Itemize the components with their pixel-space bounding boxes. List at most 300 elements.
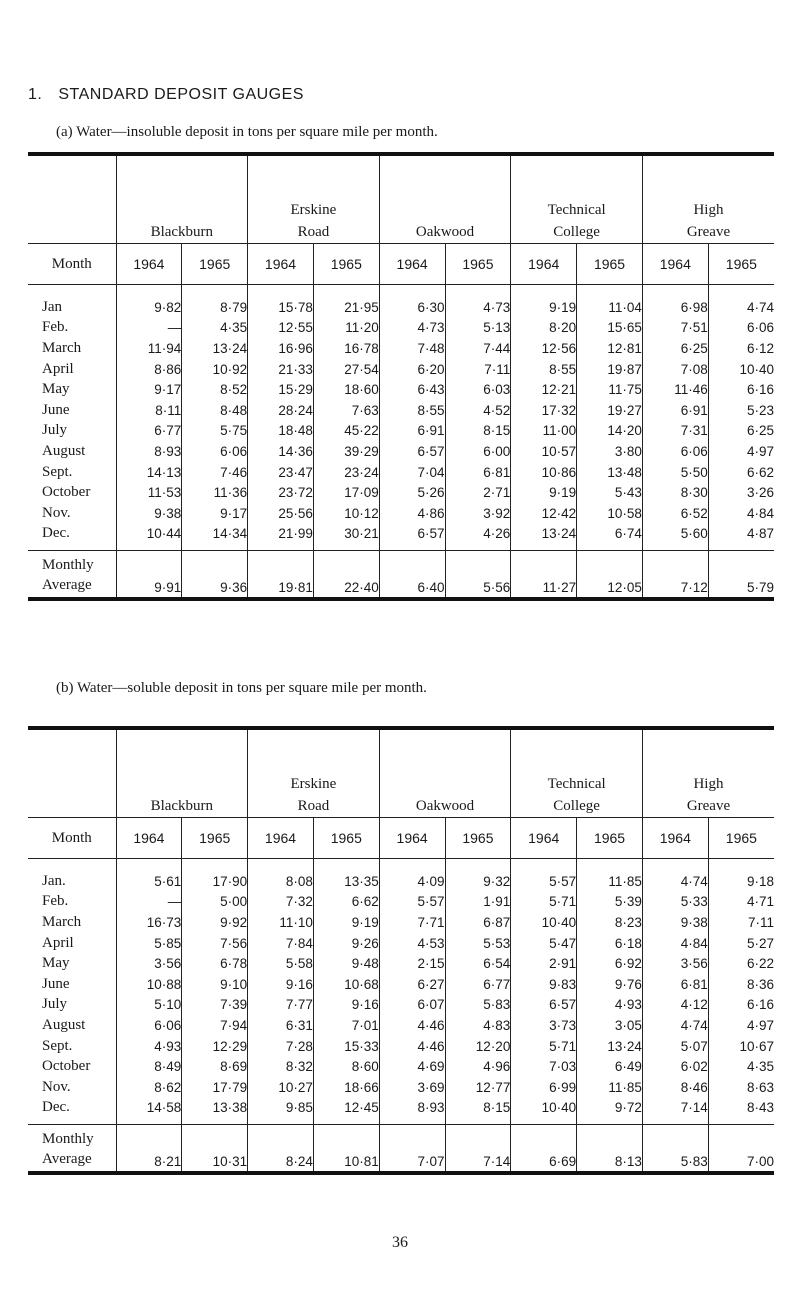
value-cell: 7·94 — [182, 1015, 248, 1036]
value-cell: 10·88 — [116, 974, 182, 995]
value-cell: 9·17 — [182, 503, 248, 524]
value-cell: 17·90 — [182, 859, 248, 892]
year-header: 1964 — [511, 818, 577, 859]
average-value-cell: 11·27 — [511, 551, 577, 600]
value-cell: 13·24 — [182, 338, 248, 359]
year-header: 1965 — [445, 818, 511, 859]
value-cell: 11·36 — [182, 482, 248, 503]
year-header: 1964 — [116, 244, 182, 285]
value-cell: 6·87 — [445, 912, 511, 933]
site-name-line: Road — [297, 798, 330, 814]
table-row — [28, 995, 774, 1016]
value-cell: 6·43 — [379, 379, 445, 400]
average-row — [28, 1125, 774, 1174]
value-cell: 7·03 — [511, 1056, 577, 1077]
value-cell: 14·58 — [116, 1098, 182, 1125]
value-cell: 8·60 — [313, 1056, 379, 1077]
value-cell: 10·12 — [313, 503, 379, 524]
value-cell: 4·97 — [708, 441, 774, 462]
value-cell: 2·15 — [379, 953, 445, 974]
value-cell: 6·77 — [445, 974, 511, 995]
site-name-line: Technical — [547, 202, 606, 218]
value-cell: 8·08 — [248, 859, 314, 892]
value-cell: 5·71 — [511, 892, 577, 913]
value-cell: — — [116, 892, 182, 913]
value-cell: 23·47 — [248, 462, 314, 483]
value-cell: 4·09 — [379, 859, 445, 892]
value-cell: 7·71 — [379, 912, 445, 933]
year-header: 1965 — [445, 244, 511, 285]
value-cell: 4·93 — [116, 1036, 182, 1057]
value-cell: 4·83 — [445, 1015, 511, 1036]
value-cell: 4·69 — [379, 1056, 445, 1077]
value-cell: 8·93 — [116, 441, 182, 462]
year-header: 1965 — [182, 244, 248, 285]
value-cell: 4·46 — [379, 1036, 445, 1057]
month-label: August — [42, 1016, 86, 1033]
year-header: 1964 — [379, 818, 445, 859]
value-cell: 4·35 — [708, 1056, 774, 1077]
site-name-line: Road — [297, 224, 330, 240]
average-value-cell: 6·40 — [379, 551, 445, 600]
value-cell: 9·10 — [182, 974, 248, 995]
month-label: Sept. — [42, 1037, 73, 1054]
value-cell: 7·56 — [182, 933, 248, 954]
value-cell: 11·00 — [511, 421, 577, 442]
value-cell: 19·27 — [577, 400, 643, 421]
section-title: STANDARD DEPOSIT GAUGES — [58, 86, 304, 103]
value-cell: 7·32 — [248, 892, 314, 913]
value-cell: 9·82 — [116, 285, 182, 318]
table-row — [28, 1056, 774, 1077]
value-cell: 2·91 — [511, 953, 577, 974]
year-header: 1964 — [642, 244, 708, 285]
value-cell: 17·79 — [182, 1077, 248, 1098]
value-cell: 8·43 — [708, 1098, 774, 1125]
value-cell: 5·57 — [511, 859, 577, 892]
table-row — [28, 1098, 774, 1125]
value-cell: 6·06 — [708, 318, 774, 339]
average-value-cell: 19·81 — [248, 551, 314, 600]
year-header: 1965 — [577, 818, 643, 859]
value-cell: 5·23 — [708, 400, 774, 421]
table-row — [28, 421, 774, 442]
value-cell: 4·84 — [642, 933, 708, 954]
table-row — [28, 462, 774, 483]
month-label: Jan — [42, 298, 62, 315]
value-cell: 4·71 — [708, 892, 774, 913]
month-header: Month — [28, 244, 116, 285]
value-cell: 12·56 — [511, 338, 577, 359]
value-cell: 15·33 — [313, 1036, 379, 1057]
value-cell: 5·33 — [642, 892, 708, 913]
value-cell: 5·27 — [708, 933, 774, 954]
value-cell: 7·84 — [248, 933, 314, 954]
value-cell: 4·26 — [445, 524, 511, 551]
month-label: Nov. — [42, 1078, 71, 1095]
year-header: 1964 — [511, 244, 577, 285]
value-cell: 7·51 — [642, 318, 708, 339]
value-cell: 6·27 — [379, 974, 445, 995]
site-name-line: College — [553, 798, 600, 814]
table-row — [28, 338, 774, 359]
value-cell: 11·04 — [577, 285, 643, 318]
value-cell: 6·57 — [511, 995, 577, 1016]
value-cell: 13·24 — [511, 524, 577, 551]
month-label: Dec. — [42, 525, 70, 542]
average-value-cell: 22·40 — [313, 551, 379, 600]
value-cell: 28·24 — [248, 400, 314, 421]
value-cell: 5·85 — [116, 933, 182, 954]
value-cell: 23·72 — [248, 482, 314, 503]
value-cell: 8·32 — [248, 1056, 314, 1077]
year-header: 1965 — [182, 818, 248, 859]
site-header — [642, 728, 774, 818]
value-cell: 7·77 — [248, 995, 314, 1016]
average-value-cell: 12·05 — [577, 551, 643, 600]
value-cell: 4·93 — [577, 995, 643, 1016]
value-cell: 6·91 — [379, 421, 445, 442]
value-cell: 4·74 — [642, 1015, 708, 1036]
value-cell: 6·49 — [577, 1056, 643, 1077]
site-header — [248, 728, 380, 818]
site-header — [116, 728, 248, 818]
value-cell: 7·08 — [642, 359, 708, 380]
value-cell: 9·19 — [511, 285, 577, 318]
value-cell: 14·13 — [116, 462, 182, 483]
value-cell: 6·62 — [708, 462, 774, 483]
value-cell: 6·07 — [379, 995, 445, 1016]
value-cell: 6·62 — [313, 892, 379, 913]
month-label: March — [42, 913, 82, 930]
value-cell: 6·16 — [708, 995, 774, 1016]
value-cell: 45·22 — [313, 421, 379, 442]
value-cell: 6·03 — [445, 379, 511, 400]
average-value-cell: 7·12 — [642, 551, 708, 600]
value-cell: 5·83 — [445, 995, 511, 1016]
site-name-line: Blackburn — [150, 224, 214, 240]
month-label: June — [42, 975, 70, 992]
average-value-cell: 6·69 — [511, 1125, 577, 1174]
table-row — [28, 400, 774, 421]
average-value-cell: 8·24 — [248, 1125, 314, 1174]
average-value-cell: 7·14 — [445, 1125, 511, 1174]
value-cell: 8·15 — [445, 1098, 511, 1125]
value-cell: 8·48 — [182, 400, 248, 421]
average-label-line: Monthly — [42, 557, 94, 574]
value-cell: 3·92 — [445, 503, 511, 524]
site-header — [511, 154, 643, 244]
soluble-deposit-table — [28, 726, 774, 1175]
month-label: October — [42, 1058, 91, 1075]
value-cell: 9·38 — [642, 912, 708, 933]
value-cell: 4·46 — [379, 1015, 445, 1036]
value-cell: 6·57 — [379, 524, 445, 551]
value-cell: 16·73 — [116, 912, 182, 933]
value-cell: 6·06 — [182, 441, 248, 462]
value-cell: 12·77 — [445, 1077, 511, 1098]
value-cell: 27·54 — [313, 359, 379, 380]
year-header: 1965 — [577, 244, 643, 285]
value-cell: 18·66 — [313, 1077, 379, 1098]
value-cell: 5·75 — [182, 421, 248, 442]
table-row — [28, 318, 774, 339]
value-cell: 5·61 — [116, 859, 182, 892]
value-cell: 6·30 — [379, 285, 445, 318]
value-cell: 4·53 — [379, 933, 445, 954]
value-cell: 5·50 — [642, 462, 708, 483]
value-cell: 21·99 — [248, 524, 314, 551]
value-cell: 6·25 — [708, 421, 774, 442]
value-cell: 7·39 — [182, 995, 248, 1016]
value-cell: 12·42 — [511, 503, 577, 524]
value-cell: 6·54 — [445, 953, 511, 974]
value-cell: 9·48 — [313, 953, 379, 974]
average-row — [28, 551, 774, 600]
value-cell: 6·18 — [577, 933, 643, 954]
month-label: July — [42, 996, 68, 1013]
value-cell: 5·57 — [379, 892, 445, 913]
month-label: August — [42, 442, 86, 459]
year-header: 1964 — [642, 818, 708, 859]
value-cell: 13·48 — [577, 462, 643, 483]
value-cell: 6·12 — [708, 338, 774, 359]
site-name-line: Technical — [547, 776, 606, 792]
month-label: October — [42, 484, 91, 501]
value-cell: 11·53 — [116, 482, 182, 503]
value-cell: 6·06 — [116, 1015, 182, 1036]
table-row — [28, 503, 774, 524]
value-cell: 4·35 — [182, 318, 248, 339]
value-cell: 8·86 — [116, 359, 182, 380]
value-cell: 17·32 — [511, 400, 577, 421]
value-cell: 11·20 — [313, 318, 379, 339]
value-cell: 11·75 — [577, 379, 643, 400]
month-label: July — [42, 422, 68, 439]
year-header: 1964 — [379, 244, 445, 285]
value-cell: 9·38 — [116, 503, 182, 524]
value-cell: 10·40 — [511, 1098, 577, 1125]
month-label: April — [42, 934, 74, 951]
value-cell: 9·16 — [248, 974, 314, 995]
value-cell: 6·99 — [511, 1077, 577, 1098]
value-cell: 7·31 — [642, 421, 708, 442]
year-header: 1965 — [313, 244, 379, 285]
value-cell: 6·81 — [642, 974, 708, 995]
value-cell: 5·43 — [577, 482, 643, 503]
value-cell: 6·31 — [248, 1015, 314, 1036]
month-label: Jan. — [42, 872, 66, 889]
table-row — [28, 482, 774, 503]
site-header — [379, 154, 511, 244]
value-cell: 6·52 — [642, 503, 708, 524]
site-name-line: Oakwood — [415, 798, 475, 814]
site-name-line: Greave — [686, 224, 731, 240]
month-label: Nov. — [42, 504, 71, 521]
value-cell: 11·46 — [642, 379, 708, 400]
month-header: Month — [28, 818, 116, 859]
site-name-line: High — [693, 202, 724, 218]
site-header — [379, 728, 511, 818]
average-value-cell: 10·81 — [313, 1125, 379, 1174]
value-cell: 9·19 — [313, 912, 379, 933]
value-cell: 11·94 — [116, 338, 182, 359]
value-cell: 10·67 — [708, 1036, 774, 1057]
value-cell: 7·48 — [379, 338, 445, 359]
value-cell: 6·16 — [708, 379, 774, 400]
value-cell: 9·83 — [511, 974, 577, 995]
value-cell: 8·49 — [116, 1056, 182, 1077]
table-row — [28, 285, 774, 318]
value-cell: 6·25 — [642, 338, 708, 359]
value-cell: 12·29 — [182, 1036, 248, 1057]
value-cell: 4·84 — [708, 503, 774, 524]
average-value-cell: 8·21 — [116, 1125, 182, 1174]
value-cell: 9·32 — [445, 859, 511, 892]
site-header — [642, 154, 774, 244]
site-header — [248, 154, 380, 244]
month-label: Dec. — [42, 1099, 70, 1116]
value-cell: 4·74 — [642, 859, 708, 892]
corner-cell — [28, 728, 116, 818]
value-cell: 8·15 — [445, 421, 511, 442]
value-cell: 6·91 — [642, 400, 708, 421]
average-value-cell: 10·31 — [182, 1125, 248, 1174]
month-label: March — [42, 339, 82, 356]
value-cell: 3·69 — [379, 1077, 445, 1098]
value-cell: 6·78 — [182, 953, 248, 974]
value-cell: 9·85 — [248, 1098, 314, 1125]
average-value-cell: 7·00 — [708, 1125, 774, 1174]
year-header: 1965 — [313, 818, 379, 859]
value-cell: 13·38 — [182, 1098, 248, 1125]
corner-cell — [28, 154, 116, 244]
value-cell: 12·21 — [511, 379, 577, 400]
site-name-line: Oakwood — [415, 224, 475, 240]
table-row — [28, 912, 774, 933]
value-cell: 3·56 — [116, 953, 182, 974]
value-cell: 10·40 — [511, 912, 577, 933]
value-cell: 6·77 — [116, 421, 182, 442]
value-cell: 3·26 — [708, 482, 774, 503]
value-cell: 5·53 — [445, 933, 511, 954]
value-cell: 21·33 — [248, 359, 314, 380]
average-label-line: Average — [42, 577, 92, 594]
month-label: May — [42, 381, 70, 398]
monthly-average-label — [28, 551, 116, 600]
value-cell: 15·65 — [577, 318, 643, 339]
value-cell: 4·96 — [445, 1056, 511, 1077]
value-cell: 4·73 — [379, 318, 445, 339]
value-cell: 4·12 — [642, 995, 708, 1016]
year-header: 1964 — [248, 244, 314, 285]
value-cell: 16·96 — [248, 338, 314, 359]
table-a-caption: (a) Water—insoluble deposit in tons per square mile per month. — [56, 124, 438, 140]
value-cell: 5·71 — [511, 1036, 577, 1057]
value-cell: 7·63 — [313, 400, 379, 421]
table-row — [28, 933, 774, 954]
year-header: 1964 — [248, 818, 314, 859]
value-cell: 5·26 — [379, 482, 445, 503]
value-cell: 6·00 — [445, 441, 511, 462]
value-cell: 8·79 — [182, 285, 248, 318]
value-cell: 5·58 — [248, 953, 314, 974]
value-cell: 18·60 — [313, 379, 379, 400]
value-cell: 10·92 — [182, 359, 248, 380]
value-cell: 3·05 — [577, 1015, 643, 1036]
value-cell: 8·30 — [642, 482, 708, 503]
year-header: 1965 — [708, 818, 774, 859]
value-cell: 6·81 — [445, 462, 511, 483]
table-row — [28, 1015, 774, 1036]
section-number: 1. — [28, 86, 43, 103]
value-cell: 30·21 — [313, 524, 379, 551]
average-label-line: Average — [42, 1151, 92, 1168]
value-cell: 5·60 — [642, 524, 708, 551]
value-cell: 14·36 — [248, 441, 314, 462]
value-cell: 11·10 — [248, 912, 314, 933]
value-cell: 19·87 — [577, 359, 643, 380]
average-value-cell: 5·56 — [445, 551, 511, 600]
value-cell: 23·24 — [313, 462, 379, 483]
value-cell: 25·56 — [248, 503, 314, 524]
value-cell: 8·46 — [642, 1077, 708, 1098]
average-label-line: Monthly — [42, 1131, 94, 1148]
table-row — [28, 1077, 774, 1098]
average-value-cell: 5·79 — [708, 551, 774, 600]
value-cell: 8·36 — [708, 974, 774, 995]
value-cell: 6·57 — [379, 441, 445, 462]
value-cell: 8·52 — [182, 379, 248, 400]
average-value-cell: 7·07 — [379, 1125, 445, 1174]
month-label: May — [42, 955, 70, 972]
value-cell: 8·55 — [511, 359, 577, 380]
value-cell: 8·11 — [116, 400, 182, 421]
value-cell: 6·98 — [642, 285, 708, 318]
value-cell: 3·80 — [577, 441, 643, 462]
value-cell: 9·76 — [577, 974, 643, 995]
value-cell: 8·62 — [116, 1077, 182, 1098]
value-cell: 7·44 — [445, 338, 511, 359]
table-row — [28, 441, 774, 462]
month-label: Feb. — [42, 319, 69, 336]
value-cell: — — [116, 318, 182, 339]
table-row — [28, 359, 774, 380]
month-label: Sept. — [42, 463, 73, 480]
value-cell: 39·29 — [313, 441, 379, 462]
value-cell: 9·18 — [708, 859, 774, 892]
value-cell: 7·11 — [708, 912, 774, 933]
value-cell: 9·26 — [313, 933, 379, 954]
table-row — [28, 974, 774, 995]
value-cell: 10·57 — [511, 441, 577, 462]
value-cell: 4·97 — [708, 1015, 774, 1036]
value-cell: 15·78 — [248, 285, 314, 318]
value-cell: 9·19 — [511, 482, 577, 503]
value-cell: 12·55 — [248, 318, 314, 339]
value-cell: 10·40 — [708, 359, 774, 380]
page-number: 36 — [392, 1234, 408, 1251]
value-cell: 15·29 — [248, 379, 314, 400]
value-cell: 17·09 — [313, 482, 379, 503]
value-cell: 14·34 — [182, 524, 248, 551]
site-name-line: High — [693, 776, 724, 792]
table-row — [28, 1036, 774, 1057]
value-cell: 10·27 — [248, 1077, 314, 1098]
site-name-line: College — [553, 224, 600, 240]
average-value-cell: 8·13 — [577, 1125, 643, 1174]
value-cell: 7·14 — [642, 1098, 708, 1125]
